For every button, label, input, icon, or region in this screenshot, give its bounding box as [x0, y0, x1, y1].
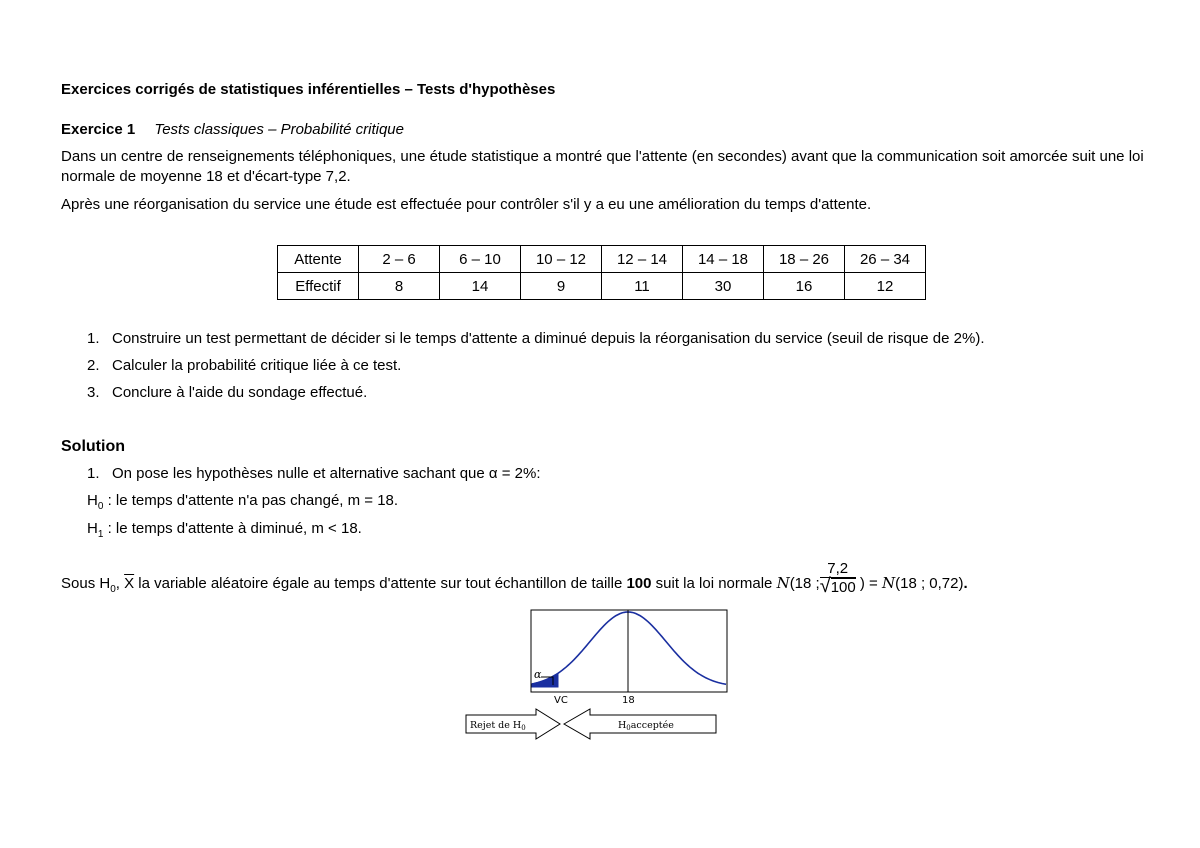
- hypothesis-h1: $H_1$ : le temps d'attente à diminué, m < 18.: [87, 520, 362, 540]
- normal-law-n-icon: N: [776, 573, 790, 592]
- table-cell: 2 – 6: [359, 246, 440, 273]
- question-item: 3. Conclure à l'aide du sondage effectué.: [87, 384, 368, 401]
- data-table: [277, 245, 926, 300]
- table-cell: 16: [764, 273, 845, 300]
- exercise-paragraph-2: Après une réorganisation du service une étude est effectuée pour contrôler s'il y a eu une amélioration du temps d'attente.: [61, 196, 872, 213]
- table-cell: 30: [683, 273, 764, 300]
- solution-heading: Solution: [61, 438, 125, 455]
- table-row: [278, 273, 926, 300]
- solution-item: 1. On pose les hypothèses nulle et alternative sachant que α = 2%:: [87, 465, 541, 482]
- alpha-label: α: [534, 668, 542, 681]
- table-cell: 14: [440, 273, 521, 300]
- mean-label: 18: [622, 695, 635, 706]
- table-cell: Attente: [278, 246, 359, 273]
- normal-law-n-icon: N: [881, 573, 896, 592]
- reject-arrow-label: Rejet de $H_0$: [470, 720, 526, 732]
- table-cell: 12: [845, 273, 926, 300]
- normal-distribution-figure: [460, 605, 750, 745]
- table-row: [278, 246, 926, 273]
- exercise-paragraph-1: Dans un centre de renseignements téléphoniques, une étude statistique a montré que l'attente (en secondes) avant que la communication soit amorcée suit une loi normale de moyenne 18 et d'écart-type 7,2.: [61, 148, 1144, 185]
- exercise-subtitle: Tests classiques – Probabilité critique: [154, 121, 404, 138]
- vc-label: VC: [554, 695, 568, 706]
- bell-curve: [532, 612, 726, 684]
- table-cell: 8: [359, 273, 440, 300]
- sous-h0-sentence: Sous $H_0$, $\overline{X}$ la variable aléatoire égale au temps d'attente sur tout échantillon de taille 100 suit la loi normale N(18 ; $\frac{7,2}{√100}$ ) = N(18 ; 0,72).: [61, 560, 968, 597]
- table-cell: 10 – 12: [521, 246, 602, 273]
- accept-arrow-label: $H_0acceptée$: [618, 720, 674, 732]
- xbar-symbol: $\overline{X}$: [124, 574, 135, 592]
- table-cell: 11: [602, 273, 683, 300]
- table-cell: Effectif: [278, 273, 359, 300]
- hypothesis-h0: $H_0$ : le temps d'attente n'a pas changé, m = 18.: [87, 492, 399, 512]
- table-cell: 14 – 18: [683, 246, 764, 273]
- exercise-label: Exercice 1: [61, 121, 136, 138]
- table-cell: 26 – 34: [845, 246, 926, 273]
- table-cell: 12 – 14: [602, 246, 683, 273]
- table-cell: 6 – 10: [440, 246, 521, 273]
- table-cell: 9: [521, 273, 602, 300]
- question-item: 1. Construire un test permettant de décider si le temps d'attente a diminué depuis la réorganisation du service (seuil de risque de 2%).: [87, 330, 985, 347]
- question-item: 2. Calculer la probabilité critique liée à ce test.: [87, 357, 402, 374]
- fraction: $\frac{7,2}{√100}$: [819, 560, 856, 597]
- table-cell: 18 – 26: [764, 246, 845, 273]
- page-title: Exercices corrigés de statistiques inférentielles – Tests d'hypothèses: [61, 81, 556, 98]
- exercise-header: [61, 121, 404, 138]
